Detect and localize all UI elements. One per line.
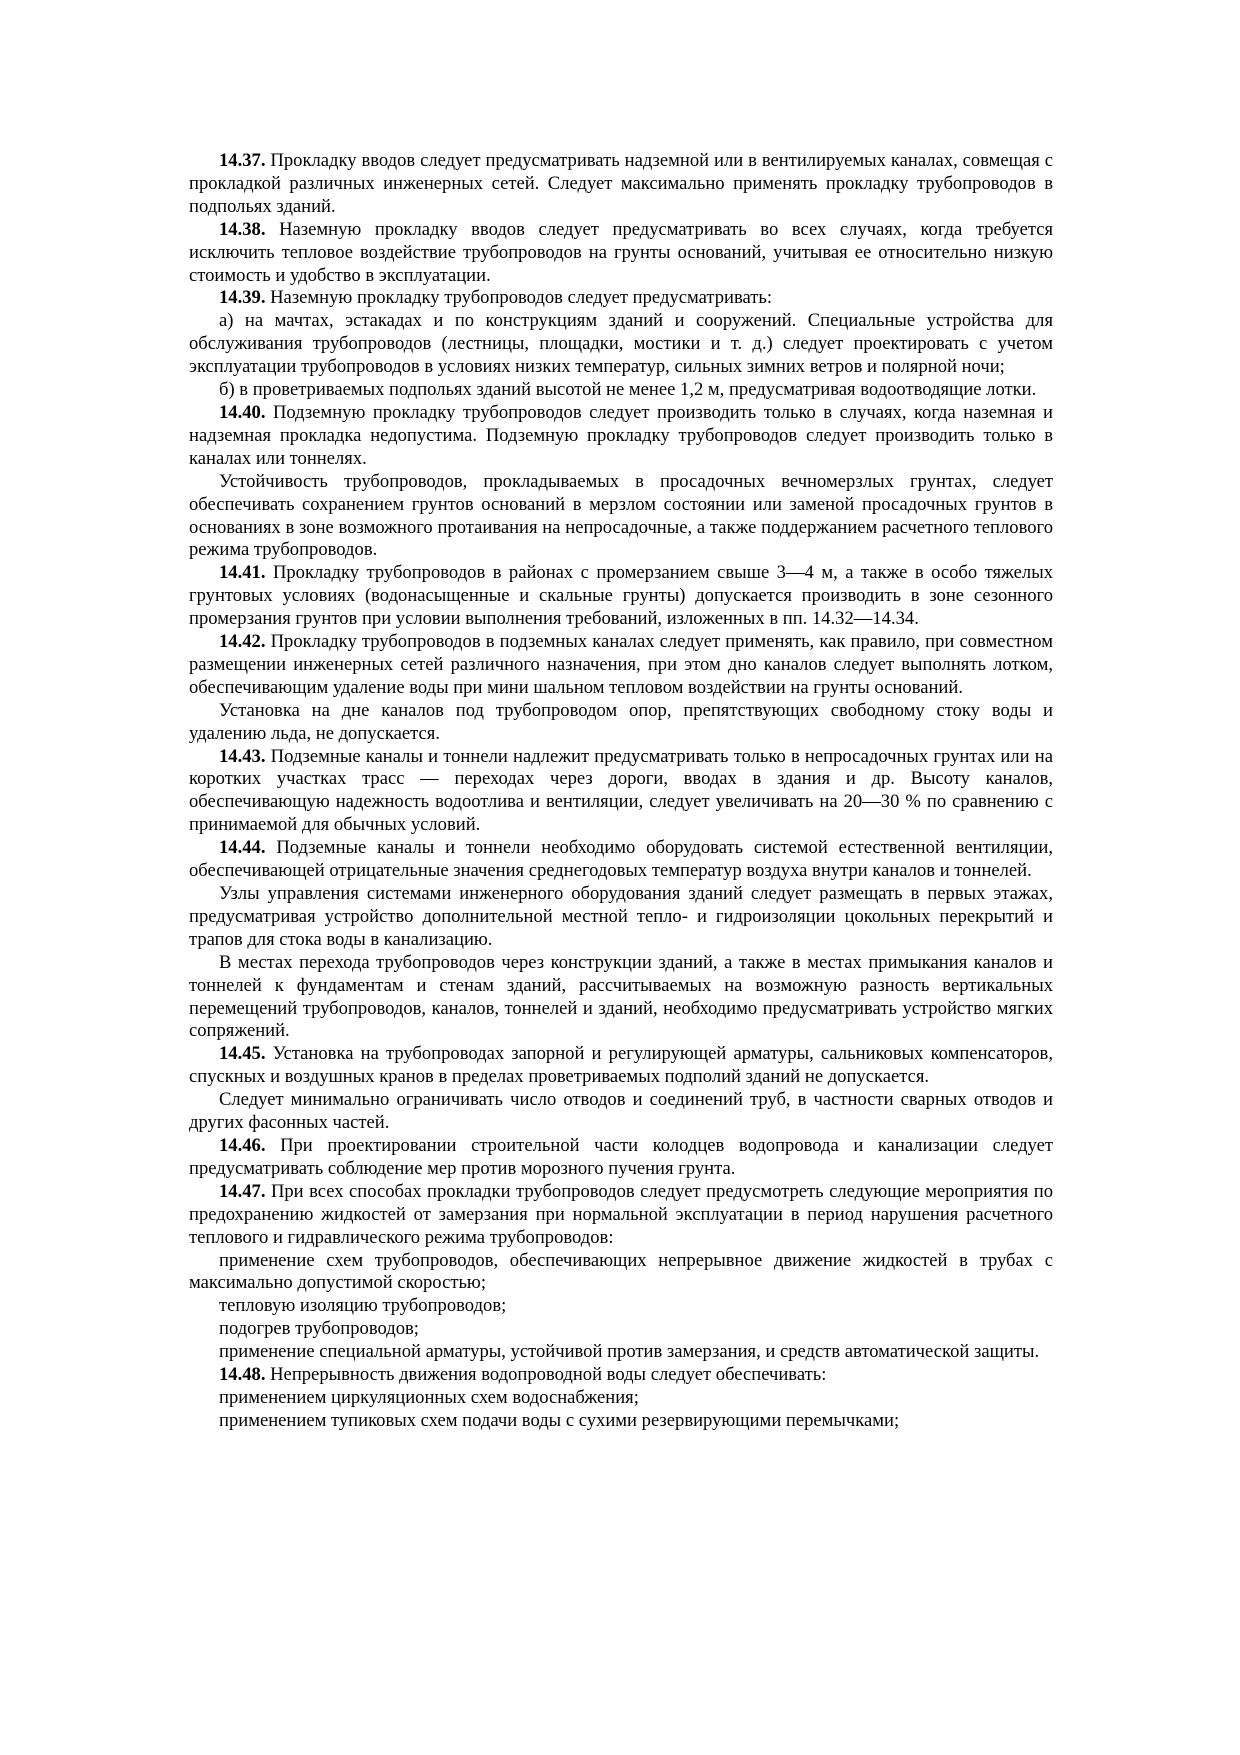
section-number: 14.38. bbox=[219, 218, 266, 240]
paragraph-text: Подземную прокладку трубопроводов следует производить только в случаях, когда наземная и надземная прокладка недопустима. Подземную прокладку трубопроводов следует производить только в каналах или тоннелях. bbox=[189, 401, 1053, 469]
section-number: 14.45. bbox=[219, 1043, 266, 1065]
paragraph-text: тепловую изоляцию трубопроводов; bbox=[219, 1295, 507, 1317]
paragraph-text: Подземные каналы и тоннели надлежит предусматривать только в непросадочных грунтах или на коротких участках трасс — переходах через дороги, вводах в здания и др. Высоту каналов, обеспечивающую надежность водоотлива и вентиляции, следует увеличивать на 20—30 % по сравнению с принимаемой для обычных условий. bbox=[189, 745, 1053, 836]
paragraph-text: Узлы управления системами инженерного оборудования зданий следует размещать в первых этажах, предусматривая устройство дополнительной местной тепло- и гидроизоляции цокольных перекрытий и трапов для стока воды в канализацию. bbox=[189, 883, 1053, 950]
paragraph bbox=[189, 402, 1053, 471]
paragraph-text: а) на мачтах, эстакадах и по конструкциям зданий и сооружений. Специальные устройства для обслуживания трубопроводов (лестницы, площадки, мостики и т. д.) следует проектировать с учетом эксплуатации трубопроводов в условиях низких температур, сильных зимних ветров и полярной ночи; bbox=[189, 310, 1053, 378]
section-number: 14.42. bbox=[219, 631, 266, 653]
section-number: 14.37. bbox=[219, 150, 266, 171]
paragraph bbox=[189, 310, 1053, 379]
paragraph bbox=[189, 700, 1053, 746]
paragraph-text: Наземную прокладку вводов следует предусматривать во всех случаях, когда требуется исключить тепловое воздействие трубопроводов на грунты оснований, учитывая ее относительно низкую стоимость и удобство в эксплуатации. bbox=[189, 218, 1053, 286]
paragraph bbox=[189, 219, 1053, 288]
paragraph bbox=[189, 562, 1053, 631]
paragraph bbox=[189, 1410, 1053, 1433]
paragraph-text: Прокладку вводов следует предусматривать надземной или в вентилируемых каналах, совмещая с прокладкой различных инженерных сетей. Следует максимально применять прокладку трубопроводов в подпольях зданий. bbox=[189, 150, 1053, 217]
paragraph-text: подогрев трубопроводов; bbox=[219, 1318, 419, 1340]
paragraph-text: применение специальной арматуры, устойчивой против замерзания, и средств автоматической защиты. bbox=[219, 1341, 1040, 1363]
paragraph-text: Непрерывность движения водопроводной воды следует обеспечивать: bbox=[265, 1364, 827, 1386]
paragraph bbox=[189, 471, 1053, 563]
section-number: 14.46. bbox=[219, 1134, 266, 1156]
paragraph bbox=[189, 952, 1053, 1044]
paragraph bbox=[189, 1135, 1053, 1181]
paragraph bbox=[189, 1318, 1053, 1341]
paragraph bbox=[189, 837, 1053, 883]
paragraph bbox=[189, 883, 1053, 952]
paragraph bbox=[189, 1387, 1053, 1410]
section-number: 14.48. bbox=[219, 1364, 266, 1386]
section-number: 14.44. bbox=[219, 837, 266, 859]
paragraph bbox=[189, 1341, 1053, 1364]
paragraph-text: Наземную прокладку трубопроводов следует предусматривать: bbox=[265, 287, 773, 309]
paragraph bbox=[189, 1250, 1053, 1296]
paragraph-text: Устойчивость трубопроводов, прокладываемых в просадочных вечномерзлых грунтах, следует обеспечивать сохранением грунтов оснований в мерзлом состоянии или заменой просадочных грунтов в основаниях в зоне возможного протаивания на непросадочные, а также поддержанием расчетного теплового режима трубопроводов. bbox=[189, 470, 1053, 561]
paragraph bbox=[189, 379, 1053, 402]
paragraph bbox=[189, 150, 1053, 219]
paragraph-text: применение схем трубопроводов, обеспечивающих непрерывное движение жидкостей в трубах с максимально допустимой скоростью; bbox=[189, 1249, 1053, 1294]
section-number: 14.43. bbox=[219, 745, 266, 767]
paragraph bbox=[189, 631, 1053, 700]
paragraph bbox=[189, 1181, 1053, 1250]
paragraph-text: Установка на трубопроводах запорной и регулирующей арматуры, сальниковых компенсаторов, спускных и воздушных кранов в пределах проветриваемых подполий зданий не допускается. bbox=[189, 1043, 1053, 1088]
section-number: 14.39. bbox=[219, 287, 266, 309]
paragraph-text: Следует минимально ограничивать число отводов и соединений труб, в частности сварных отводов и других фасонных частей. bbox=[189, 1089, 1053, 1134]
paragraph-text: Прокладку трубопроводов в подземных каналах следует применять, как правило, при совместном размещении инженерных сетей различного назначения, при этом дно каналов следует выполнять лотком, обеспечивающим удаление воды при мини шальном тепловом воздействии на грунты оснований. bbox=[189, 631, 1053, 698]
paragraph bbox=[189, 1364, 1053, 1387]
section-number: 14.40. bbox=[219, 401, 266, 423]
paragraph-text: б) в проветриваемых подпольях зданий высотой не менее 1,2 м, предусматривая водоотводящие лотки. bbox=[219, 379, 1037, 401]
paragraph-text: В местах перехода трубопроводов через конструкции зданий, а также в местах примыкания каналов и тоннелей к фундаментам и стенам зданий, рассчитываемых на возможную разность вертикальных перемещений трубопроводов, каналов, тоннелей и зданий, необходимо предусматривать устройство мягких сопряжений. bbox=[189, 951, 1053, 1042]
paragraph bbox=[189, 1043, 1053, 1089]
paragraph bbox=[189, 1089, 1053, 1135]
paragraph-text: Подземные каналы и тоннели необходимо оборудовать системой естественной вентиляции, обеспечивающей отрицательные значения среднегодовых температур воздуха внутри каналов и тоннелей. bbox=[189, 837, 1053, 882]
paragraph-text: Прокладку трубопроводов в районах с промерзанием свыше 3—4 м, а также в особо тяжелых грунтовых условиях (водонасыщенные и скальные грунты) допускается производить в зоне сезонного промерзания грунтов при условии выполнения требований, изложенных в пп. 14.32—14.34. bbox=[189, 562, 1053, 630]
paragraph-text: При проектировании строительной части колодцев водопровода и канализации следует предусматривать соблюдение мер против морозного пучения грунта. bbox=[189, 1134, 1053, 1179]
document-body bbox=[189, 150, 1053, 1433]
paragraph bbox=[189, 746, 1053, 838]
paragraph-text: При всех способах прокладки трубопроводов следует предусмотреть следующие мероприятия по предохранению жидкостей от замерзания при нормальной эксплуатации в период нарушения расчетного теплового и гидравлического режима трубопроводов: bbox=[189, 1180, 1053, 1248]
paragraph-text: применением тупиковых схем подачи воды с сухими резервирующими перемычками; bbox=[219, 1409, 900, 1431]
section-number: 14.47. bbox=[219, 1180, 266, 1202]
paragraph bbox=[189, 287, 1053, 310]
paragraph-text: Установка на дне каналов под трубопроводом опор, препятствующих свободному стоку воды и удалению льда, не допускается. bbox=[189, 699, 1053, 744]
paragraph bbox=[189, 1295, 1053, 1318]
section-number: 14.41. bbox=[219, 562, 266, 584]
paragraph-text: применением циркуляционных схем водоснабжения; bbox=[219, 1386, 639, 1408]
